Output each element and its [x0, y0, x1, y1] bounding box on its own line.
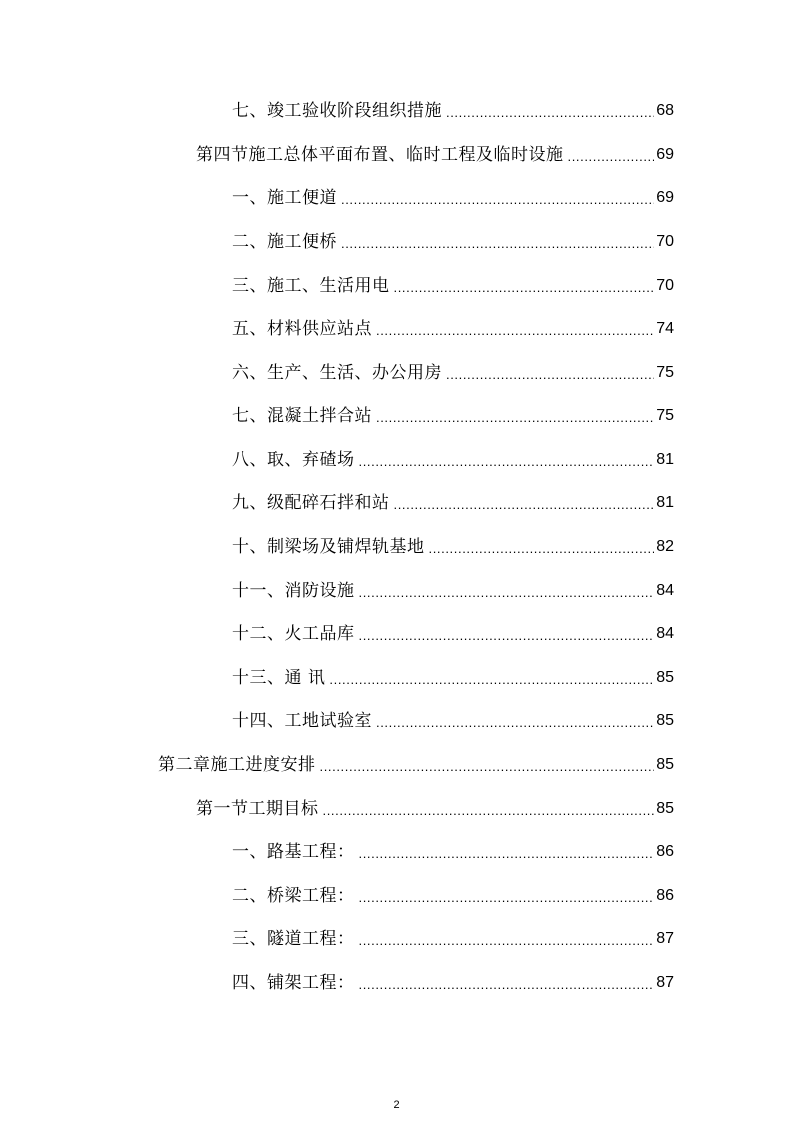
toc-dot-leader: [359, 455, 655, 468]
toc-entry: [232, 576, 674, 602]
toc-entry-page: 70: [656, 233, 674, 250]
toc-entry: [232, 488, 674, 514]
toc-entry-title: 二、桥梁工程：: [232, 886, 355, 906]
toc-dot-leader: [359, 629, 655, 642]
toc-dot-leader: [323, 804, 655, 817]
toc-dot-leader: [359, 891, 655, 904]
toc-entry: [232, 663, 674, 689]
toc-entry-title: 一、施工便道: [232, 188, 337, 208]
toc-entry-page: 87: [656, 930, 674, 947]
toc-entry-page: 70: [656, 277, 674, 294]
toc-entry: [232, 532, 674, 558]
toc-dot-leader: [446, 368, 654, 381]
toc-entry-title: 二、施工便桥: [232, 232, 337, 252]
toc-dot-leader: [376, 324, 654, 337]
toc-dot-leader: [376, 411, 654, 424]
toc-entry-page: 68: [656, 102, 674, 119]
toc-dot-leader: [320, 760, 655, 773]
toc-dot-leader: [359, 978, 655, 991]
toc-entry: [158, 750, 674, 776]
toc-entry-title: 八、取、弃碴场: [232, 450, 355, 470]
toc-entry-page: 85: [656, 669, 674, 686]
toc-entry: [232, 706, 674, 732]
toc-entry-page: 74: [656, 320, 674, 337]
toc-entry-page: 75: [656, 364, 674, 381]
toc-entry-page: 69: [656, 189, 674, 206]
toc-entry-page: 75: [656, 407, 674, 424]
toc-entry-title: 第二章施工进度安排: [158, 755, 316, 775]
toc-entry-title: 六、生产、生活、办公用房: [232, 363, 442, 383]
toc-entry-page: 81: [656, 494, 674, 511]
toc-entry-page: 81: [656, 451, 674, 468]
toc-entry-page: 84: [656, 625, 674, 642]
toc-entry-page: 69: [656, 146, 674, 163]
toc-entry-title: 四、铺架工程：: [232, 973, 355, 993]
toc-entry-title: 九、级配碎石拌和站: [232, 493, 390, 513]
toc-entry: [232, 881, 674, 907]
toc-dot-leader: [359, 847, 655, 860]
toc-entry: [232, 445, 674, 471]
toc-entry-title: 十、制梁场及铺焊轨基地: [232, 537, 425, 557]
toc-dot-leader: [394, 281, 655, 294]
toc-entry: [232, 183, 674, 209]
toc-entry-title: 三、隧道工程：: [232, 929, 355, 949]
toc-entry-page: 85: [656, 800, 674, 817]
toc-entry-page: 85: [656, 756, 674, 773]
page-number: 2: [393, 1099, 400, 1111]
toc-entry-page: 84: [656, 582, 674, 599]
toc-dot-leader: [359, 586, 655, 599]
toc-entry: [232, 227, 674, 253]
toc-dot-leader: [429, 542, 655, 555]
toc-dot-leader: [568, 150, 655, 163]
toc-entry-title: 第一节工期目标: [196, 799, 319, 819]
toc-entry: [232, 96, 674, 122]
toc-dot-leader: [341, 193, 654, 206]
toc-entry: [232, 401, 674, 427]
toc-entry-title: 第四节施工总体平面布置、临时工程及临时设施: [196, 145, 564, 165]
toc-dot-leader: [394, 498, 655, 511]
toc-entry: [232, 924, 674, 950]
toc-entry-title: 七、竣工验收阶段组织措施: [232, 101, 442, 121]
toc-dot-leader: [376, 716, 654, 729]
toc-entry-page: 85: [656, 712, 674, 729]
toc-entry: [232, 271, 674, 297]
toc-dot-leader: [329, 673, 654, 686]
toc-entry: [196, 140, 674, 166]
toc-entry-page: 86: [656, 887, 674, 904]
toc-entry-title: 十四、工地试验室: [232, 711, 372, 731]
toc-entry-page: 87: [656, 974, 674, 991]
toc-entry-title: 三、施工、生活用电: [232, 276, 390, 296]
toc-entry: [232, 358, 674, 384]
toc-entry: [232, 314, 674, 340]
toc-entry-title: 十三、通 讯: [232, 668, 326, 688]
toc-entry-page: 82: [656, 538, 674, 555]
toc-entry-title: 七、混凝土拌合站: [232, 406, 372, 426]
toc-entry-title: 十二、火工品库: [232, 624, 355, 644]
toc-dot-leader: [341, 237, 654, 250]
toc-entry-page: 86: [656, 843, 674, 860]
toc-entry: [232, 837, 674, 863]
toc-dot-leader: [446, 106, 654, 119]
toc-dot-leader: [359, 934, 655, 947]
toc-entry: [232, 968, 674, 994]
toc-entry-title: 五、材料供应站点: [232, 319, 372, 339]
toc-entry: [196, 794, 674, 820]
toc-entry-title: 十一、消防设施: [232, 581, 355, 601]
toc-entry: [232, 619, 674, 645]
toc-entry-title: 一、路基工程：: [232, 842, 355, 862]
